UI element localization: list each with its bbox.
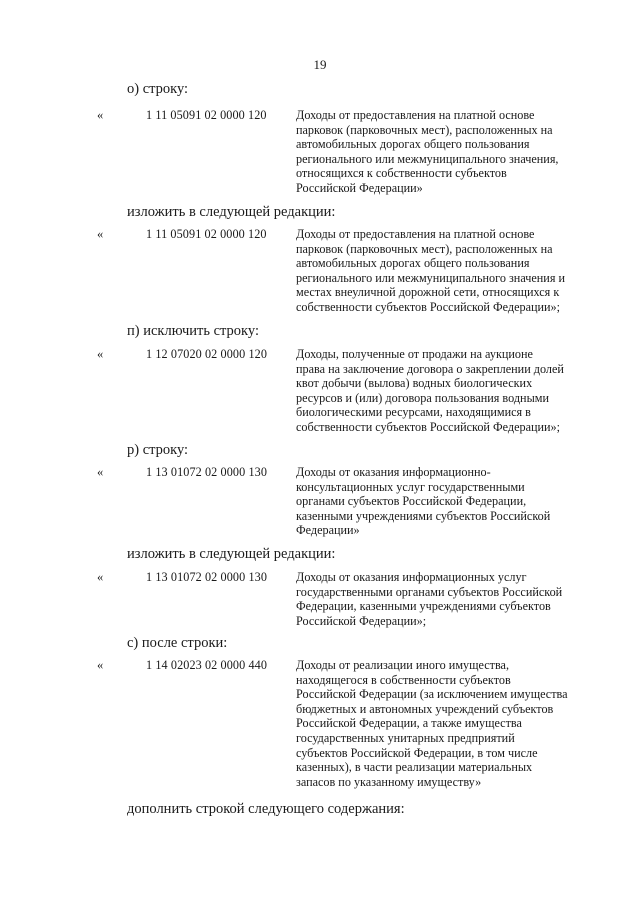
amendment-heading: изложить в следующей редакции: [127, 546, 336, 562]
description-line: собственности субъектов Российской Федерации»; [296, 419, 561, 434]
description-line: Доходы, полученные от продажи на аукционе [296, 347, 533, 361]
description-line: Российской Федерации (за исключением имущества [296, 687, 568, 702]
opening-quote: « [97, 658, 104, 672]
description-line: парковок (парковочных мест), расположенных на [296, 241, 553, 256]
budget-code: 1 13 01072 02 0000 130 [146, 465, 268, 479]
income-description [296, 108, 601, 196]
description-line: государственными органами субъектов Российской [296, 584, 563, 599]
opening-quote: « [97, 347, 104, 361]
description-line: Федерации» [296, 523, 360, 538]
income-description [296, 570, 601, 628]
income-description [296, 347, 601, 435]
description-line: регионального или межмуниципального значения, [296, 151, 559, 166]
description-line: Российской Федерации»; [296, 613, 427, 628]
description-line: Доходы от предоставления на платной основе [296, 108, 535, 122]
page-number: 19 [313, 57, 327, 72]
opening-quote: « [97, 465, 104, 479]
income-description [296, 465, 601, 538]
amendment-heading: с) после строки: [127, 635, 228, 651]
description-line: Федерации, казенными учреждениями субъектов [296, 599, 551, 614]
description-line: Доходы от оказания информационных услуг [296, 570, 527, 584]
amendment-heading: р) строку: [127, 442, 189, 458]
description-line: собственности субъектов Российской Федерации»; [296, 299, 561, 314]
description-line: органами субъектов Российской Федерации, [296, 494, 527, 509]
description-line: находящегося в собственности субъектов [296, 672, 511, 687]
description-line: права на заключение договора о закреплении долей [296, 361, 564, 376]
description-line: парковок (парковочных мест), расположенных на [296, 122, 553, 137]
description-line: казенными учреждениями субъектов Российской [296, 508, 551, 523]
description-line: квот добычи (вылова) водных биологических [296, 376, 533, 391]
opening-quote: « [97, 570, 104, 584]
amendment-heading: о) строку: [127, 81, 189, 97]
description-line: Доходы от предоставления на платной основе [296, 227, 535, 241]
description-line: автомобильных дорогах общего пользования [296, 256, 530, 271]
description-line: местах внеуличной дорожной сети, относящихся к [296, 285, 560, 300]
budget-code: 1 13 01072 02 0000 130 [146, 570, 268, 584]
description-line: регионального или межмуниципального значения и [296, 270, 566, 285]
opening-quote: « [97, 227, 104, 241]
description-line: запасов по указанному имуществу» [296, 774, 482, 789]
budget-code: 1 11 05091 02 0000 120 [146, 227, 267, 241]
description-line: субъектов Российской Федерации, в том числе [296, 745, 538, 760]
description-line: биологическими ресурсами, находящимися в [296, 405, 531, 420]
description-line: Доходы от реализации иного имущества, [296, 658, 510, 672]
amendment-heading: изложить в следующей редакции: [127, 204, 336, 220]
amendment-heading: дополнить строкой следующего содержания: [127, 801, 405, 817]
income-description [296, 227, 601, 315]
budget-code: 1 14 02023 02 0000 440 [146, 658, 268, 672]
description-line: ресурсов и (или) договора пользования водными [296, 390, 549, 405]
opening-quote: « [97, 108, 104, 122]
amendment-heading: п) исключить строку: [127, 323, 259, 339]
description-line: относящихся к собственности субъектов [296, 166, 507, 181]
description-line: бюджетных и автономных учреждений субъектов [296, 701, 554, 716]
budget-code: 1 12 07020 02 0000 120 [146, 347, 268, 361]
description-line: Российской Федерации, а также имущества [296, 716, 522, 731]
description-line: казенных), в части реализации материальных [296, 760, 533, 775]
budget-code: 1 11 05091 02 0000 120 [146, 108, 267, 122]
description-line: государственных унитарных предприятий [296, 730, 515, 745]
description-line: автомобильных дорогах общего пользования [296, 137, 530, 152]
income-description [296, 658, 601, 789]
description-line: Российской Федерации» [296, 180, 423, 195]
description-line: Доходы от оказания информационно- [296, 465, 491, 479]
description-line: консультационных услуг государственными [296, 479, 525, 494]
